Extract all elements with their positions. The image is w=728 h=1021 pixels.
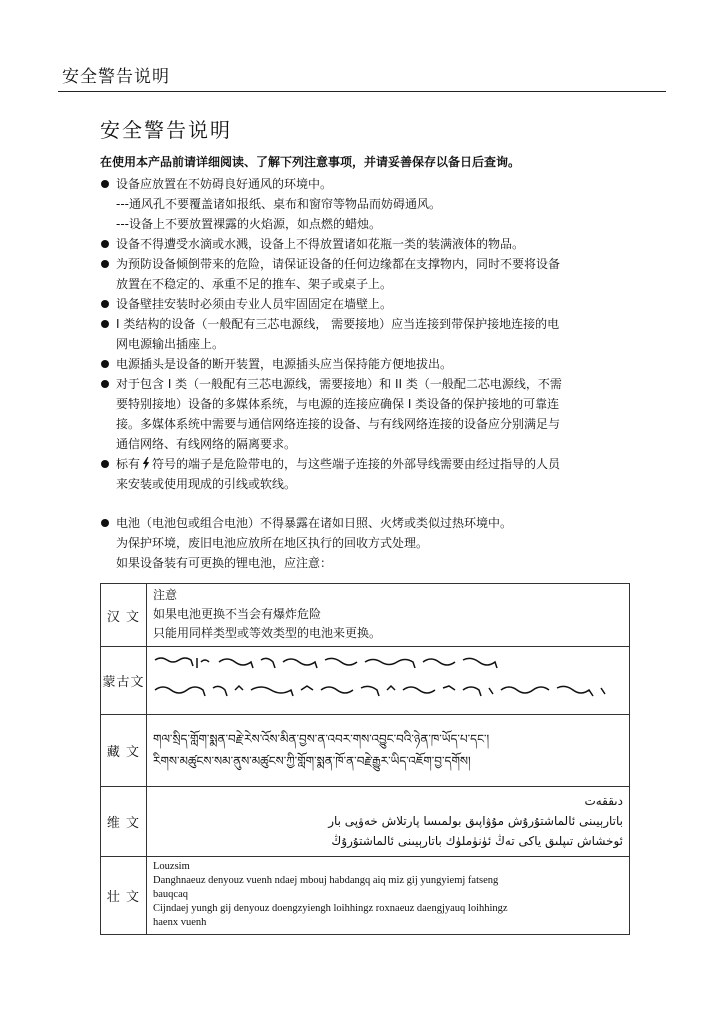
bullet-line: 设备壁挂安装时必须由专业人员牢固固定在墙壁上。 [116, 297, 393, 311]
bullet-icon [101, 360, 109, 368]
page-header-title: 安全警告说明 [62, 67, 170, 87]
warning-line: bauqcaq [153, 889, 188, 900]
warning-text-cell [147, 787, 630, 857]
warning-text-cell [147, 584, 630, 647]
warning-line: haenx vuenh [153, 917, 207, 928]
bullet-icon [101, 260, 109, 268]
bullet-icon [101, 180, 109, 188]
bullet-line: 通信网络、有线网络的隔离要求。 [116, 437, 297, 451]
bullet-item [100, 294, 632, 314]
warning-line: Louzsim [153, 861, 190, 872]
bullet-item [100, 513, 632, 533]
battery-section [100, 513, 632, 573]
warning-line: གལ་སྲིད་གློག་སྨན་བརྗེ་རེས་འོས་མིན་བྱས་ན་འབར་གས་འབྱུང་བའི་ཉེན་ཁ་ཡོད་པ་དང་། [153, 732, 490, 746]
bullet-line: 来安装或使用现成的引线或软线。 [116, 477, 297, 491]
sub-line: 为保护环境，废旧电池应放所在地区执行的回收方式处理。 [116, 536, 429, 550]
sub-line: 如果设备装有可更换的锂电池，应注意： [116, 556, 333, 570]
bullet-item [100, 454, 632, 494]
bullet-item [100, 354, 632, 374]
bullet-line [116, 454, 632, 474]
bullet-line: 设备不得遭受水滴或水溅，设备上不得放置诸如花瓶一类的装满液体的物品。 [116, 237, 525, 251]
sub-line: ---设备上不要放置裸露的火焰源，如点燃的蜡烛。 [116, 217, 381, 231]
warning-line: Danghnaeuz denyouz vuenh ndaej mbouj habdangq aiq miz gij yungyiemj fatseng [153, 875, 499, 886]
warning-text-cell [147, 857, 630, 935]
bullet-icon [101, 300, 109, 308]
warning-line: Cijndaej yungh gij denyouz doengzyiengh loihhingz roxnaeuz daengjyauq loihhingz [153, 903, 508, 914]
bullet-item [100, 314, 632, 354]
warning-line: 注意 [153, 588, 178, 602]
mongolian-script-line [217, 654, 517, 672]
warning-line: 只能用同样类型或等效类型的电池来更换。 [153, 626, 382, 640]
header-divider [58, 91, 666, 92]
bullet-item [100, 234, 632, 254]
bullet-line: 电源插头是设备的断开装置，电源插头应当保持能方便地拔出。 [116, 357, 453, 371]
bullet-icon [101, 380, 109, 388]
language-label: 汉 文 [101, 584, 147, 647]
language-label: 蒙古文 [101, 647, 147, 715]
warning-line: 如果电池更换不当会有爆炸危险 [153, 607, 322, 621]
bullet-line: 接。多媒体系统中需要与通信网络连接的设备、与有线网络连接的设备应分别满足与 [116, 417, 561, 431]
warning-text-cell [147, 715, 630, 787]
language-label: 藏 文 [101, 715, 147, 787]
sub-line: ---通风孔不要覆盖诸如报纸、桌布和窗帘等物品而妨碍通风。 [116, 197, 441, 211]
bullet-line: 对于包含 I 类（一般配有三芯电源线，需要接地）和 II 类（一般配二芯电源线，不需 [116, 377, 562, 391]
warning-line: دىققەت [584, 794, 623, 808]
table-row [101, 715, 630, 787]
language-label: 维 文 [101, 787, 147, 857]
bullet-line: I 类结构的设备（一般配有三芯电源线， 需要接地）应当连接到带保护接地连接的电 [116, 317, 560, 331]
bullet-icon [101, 320, 109, 328]
bullet-icon [101, 519, 109, 527]
bullet-icon [101, 240, 109, 248]
bullet-line: 要特别接地）设备的多媒体系统，与电源的连接应确保 I 类设备的保护接地的可靠连 [116, 397, 560, 411]
warning-line: باتارېيىنى ئالماشتۇرۇش مۇۋاپىق بولمىسا پارتلاش خەۋپى بار [328, 814, 623, 828]
warning-text-cell [147, 647, 630, 715]
bullet-line: 设备应放置在不妨碍良好通风的环境中。 [116, 177, 333, 191]
bullet-icon [101, 460, 109, 468]
warning-line: ئوخشاش تىپلىق ياكى تەڭ ئۈنۈملۈك باتارېيىنى ئالماشتۇرۇڭ [331, 834, 623, 848]
bullet-line: 为预防设备倾倒带来的危险，请保证设备的任何边缘都在支撑物内，同时不要将设备 [116, 257, 561, 271]
table-row [101, 857, 630, 935]
bullet-line: 放置在不稳定的、承重不足的推车、架子或桌子上。 [116, 277, 393, 291]
safety-content [100, 116, 632, 573]
lightning-bolt-icon [141, 457, 151, 470]
bullet-text-before: 标有 [116, 457, 141, 471]
language-label: 壮 文 [101, 857, 147, 935]
mongolian-script-line [153, 682, 623, 700]
intro-text: 在使用本产品前请详细阅读、了解下列注意事项，并请妥善保存以备日后查询。 [100, 155, 521, 169]
table-row [101, 584, 630, 647]
bullet-item [100, 174, 632, 194]
battery-warning-table [100, 583, 630, 935]
mongolian-script-line [153, 654, 213, 672]
bullet-item [100, 374, 632, 454]
bullet-item [100, 254, 632, 294]
bullet-line: 网电源输出插座上。 [116, 337, 225, 351]
bullet-line: 电池（电池包或组合电池）不得暴露在诸如日照、火烤或类似过热环境中。 [116, 516, 513, 530]
warning-line: རིགས་མཚུངས་སམ་ནུས་མཚུངས་ཀྱི་གློག་སྨན་ཁོ་ན་བརྗེ་རྒྱུར་ཡིད་འཇོག་བྱ་དགོས། [153, 754, 471, 768]
bullet-text-after: 符号的端子是危险带电的，与这些端子连接的外部导线需要由经过指导的人员 [152, 457, 561, 471]
document-title: 安全警告说明 [100, 118, 232, 142]
table-row [101, 647, 630, 715]
table-row [101, 787, 630, 857]
